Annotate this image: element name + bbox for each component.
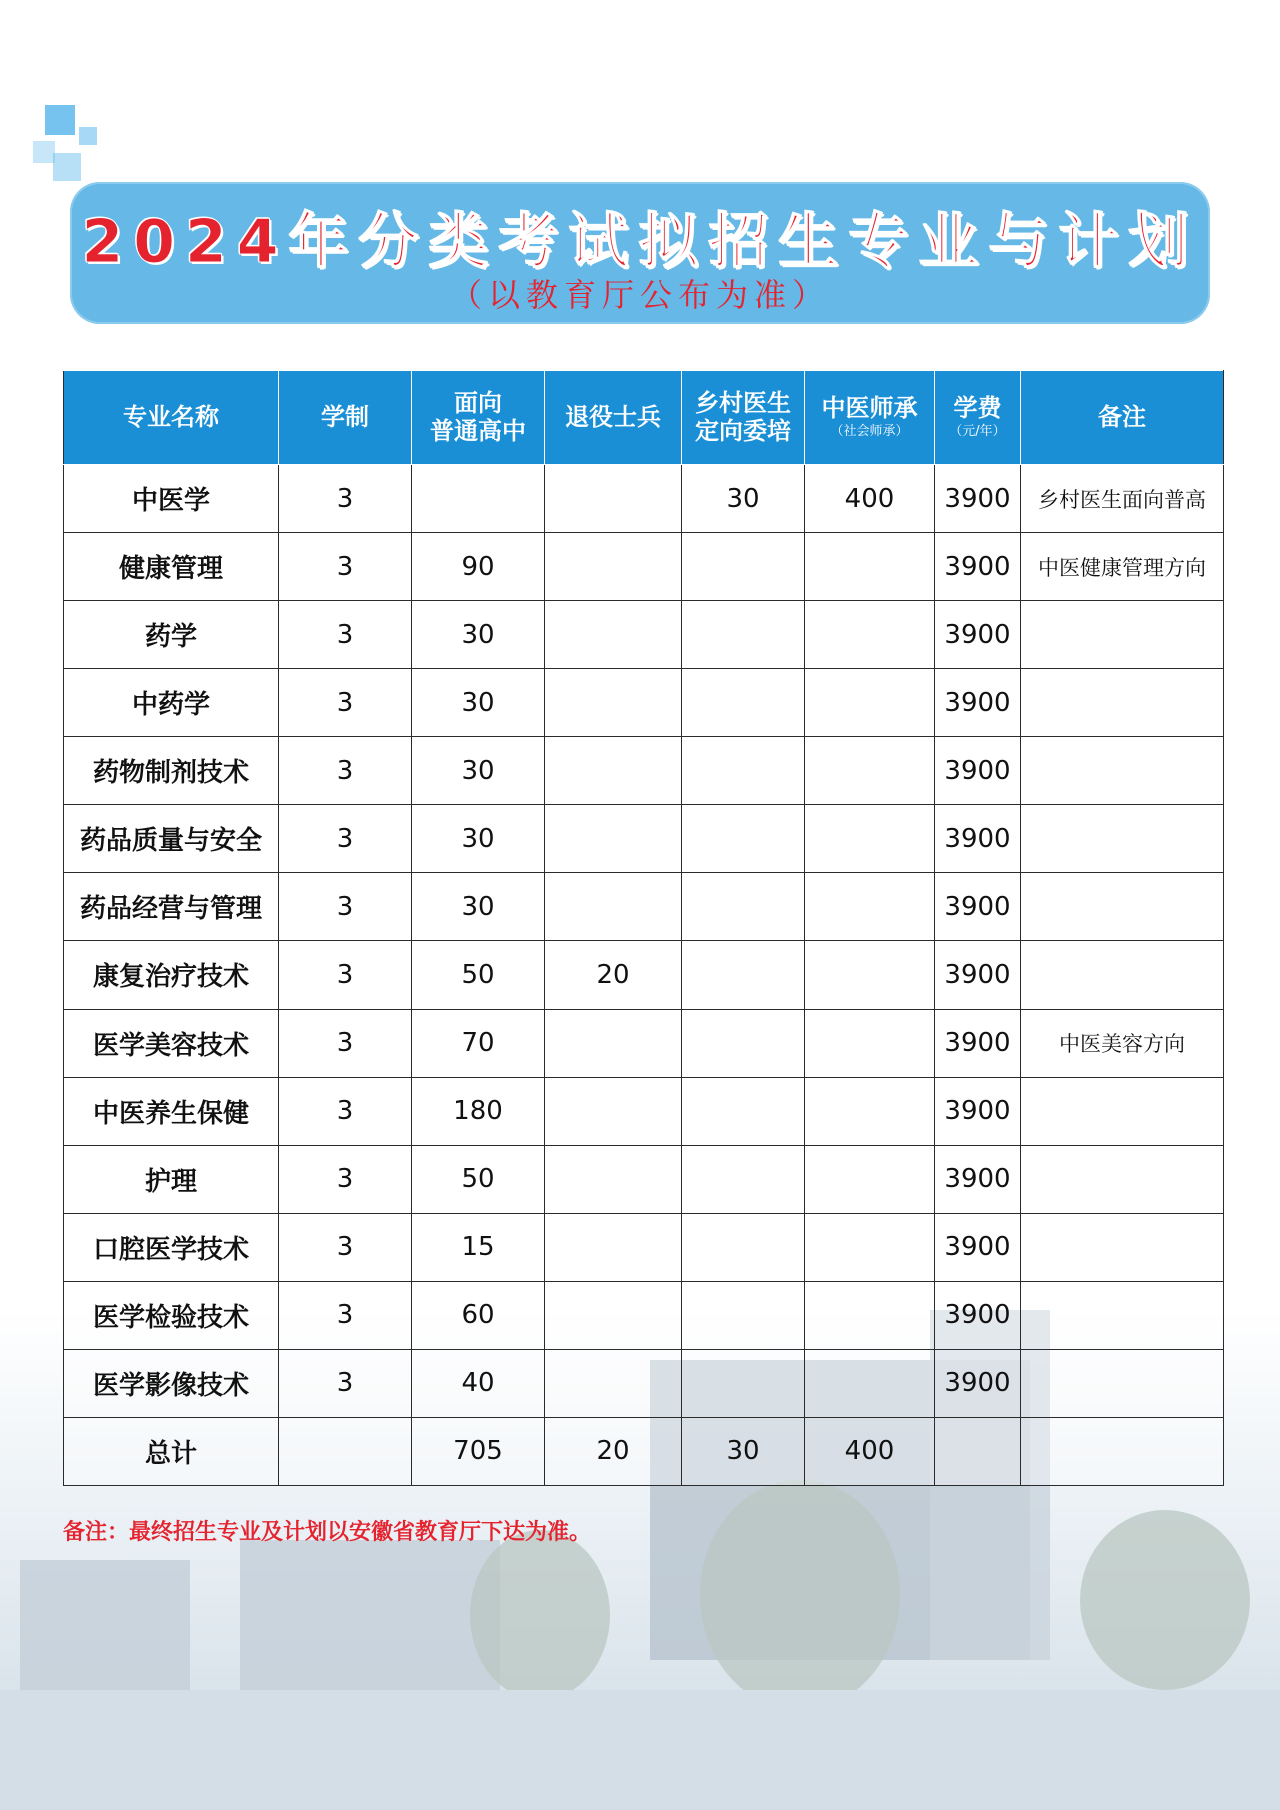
cell-remark <box>1021 1417 1224 1485</box>
table-row <box>64 601 1224 669</box>
table-cell <box>412 465 545 533</box>
table-cell <box>805 1077 935 1145</box>
table-cell <box>545 1145 682 1213</box>
table-cell: 3 <box>279 805 412 873</box>
table-cell: 3900 <box>935 1349 1021 1417</box>
table-cell <box>805 941 935 1009</box>
table-cell: 50 <box>412 1145 545 1213</box>
table-cell: 3 <box>279 601 412 669</box>
table-cell <box>682 1213 805 1281</box>
cell-major-name: 药学 <box>64 601 279 669</box>
table-cell: 3900 <box>935 1077 1021 1145</box>
cell-major-name: 药品经营与管理 <box>64 873 279 941</box>
cell-remark <box>1021 737 1224 805</box>
header-tcm-apprentice: 中医师承 （社会师承） <box>805 371 935 465</box>
table-cell <box>682 941 805 1009</box>
header-major: 专业名称 <box>64 371 279 465</box>
table-row <box>64 1009 1224 1077</box>
table-cell <box>682 669 805 737</box>
building-shape <box>20 1560 190 1690</box>
table-cell <box>682 873 805 941</box>
table-cell <box>805 1009 935 1077</box>
table-cell <box>545 1009 682 1077</box>
table-cell <box>805 873 935 941</box>
footnote: 备注：最终招生专业及计划以安徽省教育厅下达为准。 <box>63 1520 592 1545</box>
table-cell: 3900 <box>935 1281 1021 1349</box>
table-cell <box>805 1145 935 1213</box>
table-cell: 30 <box>412 601 545 669</box>
table-cell: 30 <box>682 465 805 533</box>
table-row <box>64 1349 1224 1417</box>
header-rural-doctor: 乡村医生 定向委培 <box>682 371 805 465</box>
table-cell: 3900 <box>935 805 1021 873</box>
table-row <box>64 1417 1224 1485</box>
table-row <box>64 1145 1224 1213</box>
table-cell: 3 <box>279 737 412 805</box>
table-cell: 3900 <box>935 1213 1021 1281</box>
cell-remark <box>1021 1213 1224 1281</box>
table-cell: 70 <box>412 1009 545 1077</box>
table-cell <box>682 1281 805 1349</box>
table-cell: 20 <box>545 941 682 1009</box>
table-cell: 3 <box>279 1077 412 1145</box>
table-cell: 3900 <box>935 941 1021 1009</box>
table-cell <box>545 1349 682 1417</box>
tree-shape <box>700 1480 900 1710</box>
table-cell <box>805 1349 935 1417</box>
cell-remark <box>1021 669 1224 737</box>
table-cell: 15 <box>412 1213 545 1281</box>
table-cell <box>805 533 935 601</box>
table-cell <box>682 533 805 601</box>
table-cell <box>805 737 935 805</box>
table-cell: 3 <box>279 465 412 533</box>
table-cell <box>805 669 935 737</box>
table-cell: 3 <box>279 1213 412 1281</box>
table-cell: 3 <box>279 669 412 737</box>
table-row <box>64 1213 1224 1281</box>
cell-major-name: 药品质量与安全 <box>64 805 279 873</box>
table-cell: 40 <box>412 1349 545 1417</box>
table-cell: 180 <box>412 1077 545 1145</box>
table-cell <box>545 1213 682 1281</box>
table-header-row <box>64 371 1224 465</box>
cell-major-name: 中医学 <box>64 465 279 533</box>
header-veterans: 退役士兵 <box>545 371 682 465</box>
table-cell: 30 <box>412 737 545 805</box>
table-cell: 3900 <box>935 1145 1021 1213</box>
table-row <box>64 1077 1224 1145</box>
table-cell: 30 <box>412 669 545 737</box>
cell-major-name: 药物制剂技术 <box>64 737 279 805</box>
decorative-squares <box>33 105 93 185</box>
cell-major-name: 康复治疗技术 <box>64 941 279 1009</box>
table-cell: 30 <box>682 1417 805 1485</box>
table-row <box>64 669 1224 737</box>
tree-shape <box>1080 1510 1250 1690</box>
table-row <box>64 465 1224 533</box>
table-cell <box>545 873 682 941</box>
table-cell: 400 <box>805 465 935 533</box>
table-cell: 400 <box>805 1417 935 1485</box>
cell-remark: 乡村医生面向普高 <box>1021 465 1224 533</box>
table-cell <box>545 1077 682 1145</box>
table-row <box>64 737 1224 805</box>
table-cell <box>805 1281 935 1349</box>
table-cell: 3 <box>279 873 412 941</box>
header-high-school: 面向 普通高中 <box>412 371 545 465</box>
table-cell <box>682 737 805 805</box>
table-cell: 30 <box>412 873 545 941</box>
building-shape <box>240 1540 500 1700</box>
table-cell <box>545 805 682 873</box>
table-cell <box>545 669 682 737</box>
tree-shape <box>470 1530 610 1700</box>
table-cell <box>682 1009 805 1077</box>
cell-remark <box>1021 873 1224 941</box>
cell-major-name: 中医养生保健 <box>64 1077 279 1145</box>
cell-remark <box>1021 805 1224 873</box>
cell-remark <box>1021 941 1224 1009</box>
table-cell: 3900 <box>935 465 1021 533</box>
table-cell: 50 <box>412 941 545 1009</box>
table-cell: 60 <box>412 1281 545 1349</box>
title-banner <box>70 182 1210 324</box>
cell-remark: 中医健康管理方向 <box>1021 533 1224 601</box>
cell-major-name: 医学检验技术 <box>64 1281 279 1349</box>
table-cell: 3900 <box>935 669 1021 737</box>
table-cell: 30 <box>412 805 545 873</box>
table-cell: 20 <box>545 1417 682 1485</box>
header-duration: 学制 <box>279 371 412 465</box>
table-cell: 3 <box>279 1281 412 1349</box>
table-cell <box>545 533 682 601</box>
cell-remark <box>1021 1349 1224 1417</box>
cell-major-name: 口腔医学技术 <box>64 1213 279 1281</box>
table-cell: 3900 <box>935 737 1021 805</box>
header-tuition: 学费 （元/年） <box>935 371 1021 465</box>
table-cell <box>805 601 935 669</box>
enrollment-plan-table <box>63 370 1224 1486</box>
table-cell <box>935 1417 1021 1485</box>
table-cell <box>545 1281 682 1349</box>
table-cell <box>682 1145 805 1213</box>
table-cell: 3900 <box>935 1009 1021 1077</box>
table-cell <box>279 1417 412 1485</box>
table-cell: 3 <box>279 1009 412 1077</box>
cell-remark: 中医美容方向 <box>1021 1009 1224 1077</box>
cell-major-name: 医学美容技术 <box>64 1009 279 1077</box>
table-cell <box>545 601 682 669</box>
cell-major-name: 总计 <box>64 1417 279 1485</box>
table-cell <box>545 465 682 533</box>
deco-square <box>45 105 75 135</box>
table-cell <box>682 805 805 873</box>
table-cell: 90 <box>412 533 545 601</box>
table-cell <box>682 1349 805 1417</box>
table-cell <box>805 805 935 873</box>
table-row <box>64 533 1224 601</box>
table-cell: 3 <box>279 1349 412 1417</box>
cell-remark <box>1021 601 1224 669</box>
table-row <box>64 1281 1224 1349</box>
cell-major-name: 医学影像技术 <box>64 1349 279 1417</box>
header-remarks: 备注 <box>1021 371 1224 465</box>
cell-major-name: 健康管理 <box>64 533 279 601</box>
deco-square <box>53 153 81 181</box>
table-cell: 3 <box>279 1145 412 1213</box>
table-cell: 3900 <box>935 873 1021 941</box>
table-cell <box>682 601 805 669</box>
cell-remark <box>1021 1281 1224 1349</box>
table-row <box>64 873 1224 941</box>
page-title: 2024年分类考试拟招生专业与计划 <box>81 207 1199 277</box>
table-cell: 3900 <box>935 533 1021 601</box>
table-cell: 3 <box>279 941 412 1009</box>
table-cell <box>545 737 682 805</box>
cell-remark <box>1021 1077 1224 1145</box>
page-subtitle: （以教育厅公布为准） <box>449 276 830 314</box>
table-row <box>64 941 1224 1009</box>
table-cell <box>682 1077 805 1145</box>
deco-square <box>79 127 97 145</box>
table-cell: 705 <box>412 1417 545 1485</box>
deco-square <box>33 141 55 163</box>
table-cell <box>805 1213 935 1281</box>
cell-major-name: 护理 <box>64 1145 279 1213</box>
water-shape <box>0 1690 1280 1810</box>
cell-major-name: 中药学 <box>64 669 279 737</box>
table-cell: 3 <box>279 533 412 601</box>
table-cell: 3900 <box>935 601 1021 669</box>
cell-remark <box>1021 1145 1224 1213</box>
table-row <box>64 805 1224 873</box>
